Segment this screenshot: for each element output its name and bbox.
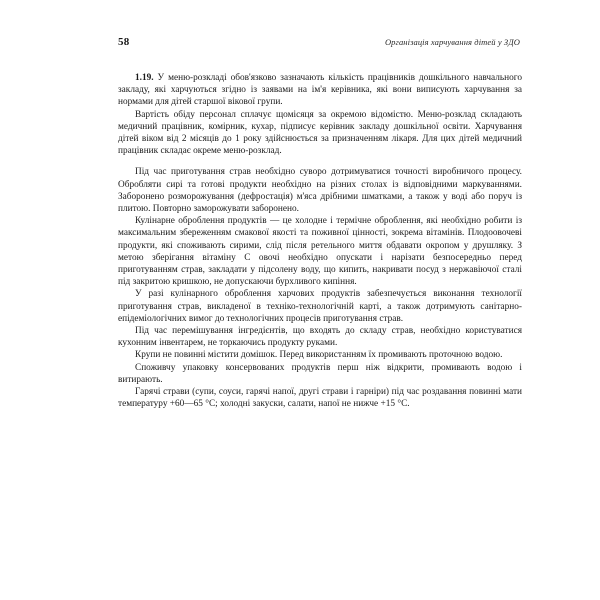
- paragraph-clause: [118, 72, 522, 109]
- clause-number: 1.19.: [135, 73, 154, 83]
- page-number: 58: [118, 36, 130, 48]
- paragraph: Крупи не повинні містити домішок. Перед використанням їх промивають проточною водою.: [135, 350, 503, 361]
- paragraph: Вартість обіду персонал сплачує щомісяця за окремою відомістю. Меню-розклад складають медичний працівник, комірник, кухар, підписує керівник закладу дошкільної освіти. Харчування дітей віком від 2 місяців до 1 року здійснюється за призначенням лікаря. Для цих дітей медичний працівник складає окреме меню-розклад.: [118, 109, 522, 157]
- paragraph: У разі кулінарного оброблення харчових продуктів забезпечується виконання технології приготування страв, викладеної в техніко-технологічній карті, а також дотримують санітарно-епідеміологічних вимог до технологічних процесів приготування страв.: [118, 289, 522, 324]
- page-body: [118, 72, 522, 410]
- running-title: Організація харчування дітей у ЗДО: [384, 37, 520, 47]
- paragraph: Гарячі страви (супи, соуси, гарячі напої, другі страви і гарніри) під час роздавання повинні мати температуру +60—65 °С; холодні закуски, салати, напої не нижче +15 °С.: [118, 387, 522, 410]
- paragraph: Кулінарне оброблення продуктів — це холодне і термічне оброблення, які необхідно робити із максимальним збереженням смакової якості та поживної цінності, зокрема вітамінів. Плодоовочеві продукти, які споживають сирими, слід після ретельного миття обдавати окропом у друшляку. З метою зберігання вітаміну С овочі необхідно опускати і нарізати безпосередньо перед приготуванням страв, закладати у підсолену воду, що кипить, накривати посуд з нержавіючої сталі під закритою кришкою, не допускаючи бурхливого кипіння.: [118, 216, 522, 288]
- paragraph: Під час перемішування інгредієнтів, що входять до складу страв, необхідно користуватися кухонним інвентарем, не торкаючись продукту руками.: [118, 326, 522, 349]
- paragraph: Під час приготування страв необхідно суворо дотримуватися точності виробничого процесу. Обробляти сирі та готові продукти необхідно на різних столах із відповідними маркуваннями. Заборонено розморожування (дефростація) м'яса дрібними шматками, а також у воді або поруч із плитою. Повторно заморожувати заборонено.: [118, 167, 522, 215]
- page-header: [118, 36, 522, 50]
- paragraph-text: У меню-розкладі обов'язково зазначають кількість працівників дошкільного навчального закладу, які харчуються згідно із заявами на ім'я керівника, які вони виписують харчування за нормами для дітей старшої вікової групи.: [118, 73, 522, 108]
- paragraph: Споживчу упаковку консервованих продуктів перш ніж відкрити, промивають водою і витирають.: [118, 362, 522, 385]
